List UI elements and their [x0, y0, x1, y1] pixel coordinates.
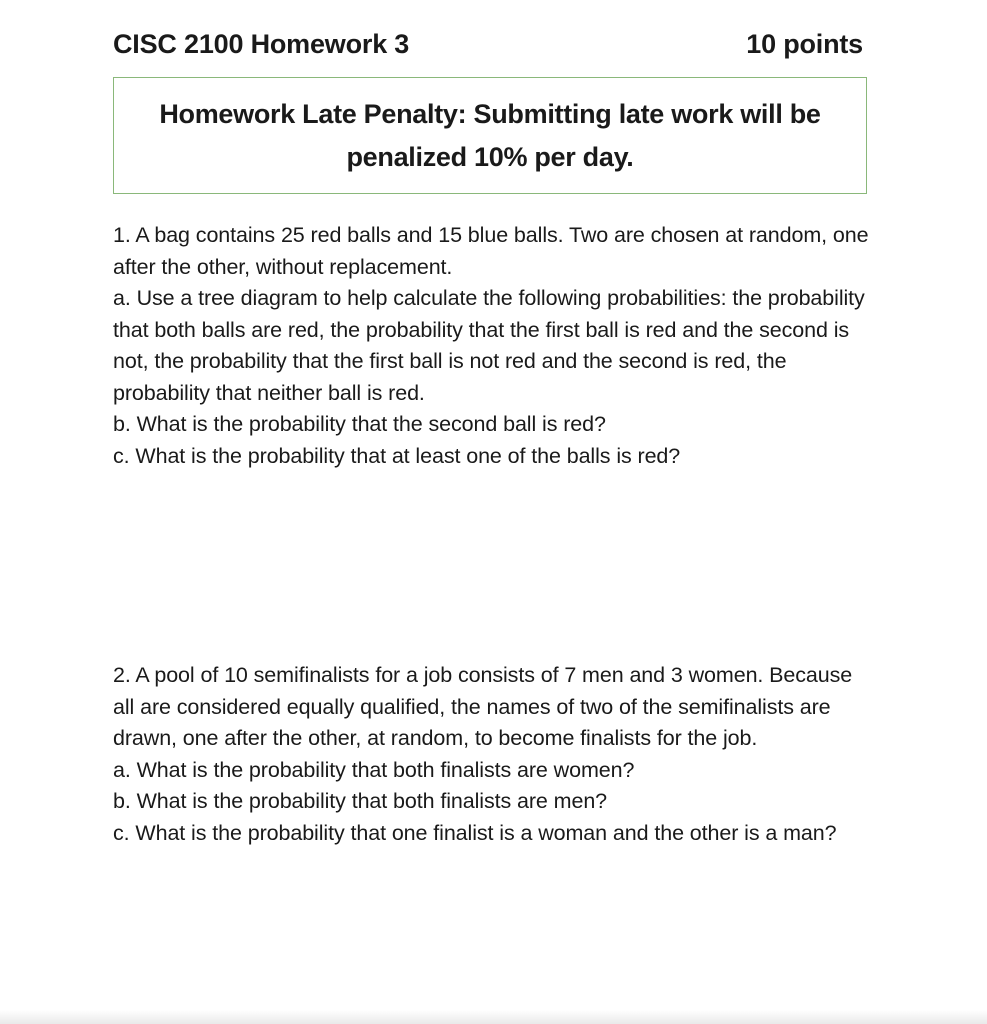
points-value: 10 points — [746, 29, 863, 59]
question-2-stem: 2. A pool of 10 semifinalists for a job consists of 7 men and 3 women. Because all are considered equally qualified, the names of two of the semifinalists are drawn, one after the other, at random, to become finalists for the job. — [113, 663, 853, 750]
page-bottom-edge — [0, 1010, 987, 1024]
late-penalty-text: Homework Late Penalty: Submitting late work will be penalized 10% per day. — [159, 98, 821, 172]
question-2-part-a: a. What is the probability that both finalists are women? — [113, 757, 635, 782]
question-1 — [113, 220, 873, 472]
question-2 — [113, 660, 873, 849]
question-2-part-b: b. What is the probability that both finalists are men? — [113, 789, 608, 813]
question-1-part-c: c. What is the probability that at least one of the balls is red? — [113, 443, 681, 468]
question-1-part-b: b. What is the probability that the second ball is red? — [113, 412, 606, 436]
question-1-stem: 1. A bag contains 25 red balls and 15 blue balls. Two are chosen at random, one after the other, without replacement. — [113, 223, 869, 279]
homework-title: CISC 2100 Homework 3 — [113, 29, 410, 59]
late-penalty-notice — [113, 77, 867, 194]
document-header — [113, 26, 863, 62]
question-2-part-c: c. What is the probability that one finalist is a woman and the other is a man? — [113, 820, 837, 845]
question-1-part-a: a. Use a tree diagram to help calculate the following probabilities: the probability that both balls are red, the probability that the first ball is red and the second is not, the probability that the first ball is not red and the second is red, the probability that neither ball is red. — [113, 286, 865, 405]
